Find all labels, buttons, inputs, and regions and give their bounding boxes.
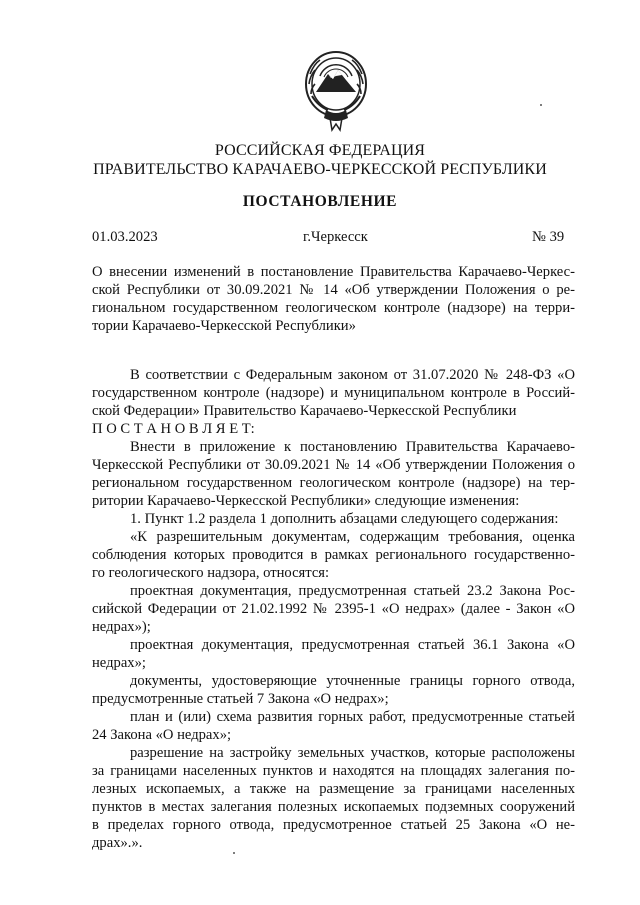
resolves-line: П О С Т А Н О В Л Я Е Т:: [92, 421, 255, 437]
document-date: 01.03.2023: [92, 229, 158, 245]
scan-speck: [233, 852, 235, 854]
paragraph-line: в пределах горного отвода, предусмотренное статьей 25 Закона «О не-: [92, 817, 575, 833]
paragraph-line: проектная документация, предусмотренная статьей 36.1 Закона «О: [130, 637, 575, 653]
subject-line: О внесении изменений в постановление Правительства Карачаево-Черкес-: [92, 264, 575, 280]
paragraph-line: недрах»);: [92, 619, 151, 635]
scan-speck: [540, 104, 542, 106]
subject-line: ской Республики от 30.09.2021 № 14 «Об утверждении Положения о ре-: [92, 282, 575, 298]
header-federation: РОССИЙСКАЯ ФЕДЕРАЦИЯ: [214, 142, 426, 159]
paragraph-line: Черкесской Республики от 30.09.2021 № 14 «Об утверждении Положения о: [92, 457, 575, 473]
document-number: № 39: [532, 229, 565, 245]
preamble-line: В соответствии с Федеральным законом от 31.07.2020 № 248-ФЗ «О: [130, 367, 575, 383]
preamble-line: государственном контроле (надзоре) и муниципальном контроле в Россий-: [92, 385, 575, 401]
paragraph-line: ритории Карачаево-Черкесской Республики» следующие изменения:: [92, 493, 520, 509]
paragraph-line: пунктов в местах залегания полезных ископаемых подземных сооружений: [92, 799, 575, 815]
paragraph-line: разрешение на застройку земельных участков, которые расположены: [130, 745, 575, 761]
paragraph-line: сийской Федерации от 21.02.1992 № 2395-1 «О недрах» (далее - Закон «О: [92, 601, 575, 617]
paragraph-line: недрах»;: [92, 655, 146, 671]
paragraph-line: проектная документация, предусмотренная статьей 23.2 Закона Рос-: [130, 583, 575, 599]
header-government: ПРАВИТЕЛЬСТВО КАРАЧАЕВО-ЧЕРКЕССКОЙ РЕСПУБЛИКИ: [93, 161, 547, 178]
paragraph-line: драх».».: [92, 835, 143, 851]
paragraph-line: Внести в приложение к постановлению Правительства Карачаево-: [130, 439, 575, 455]
subject-line: гиональном государственном геологическом контроле (надзоре) на терри-: [92, 300, 575, 316]
document-type-title: ПОСТАНОВЛЕНИЕ: [242, 193, 398, 210]
subject-line: тории Карачаево-Черкесской Республики»: [92, 318, 356, 334]
paragraph-line: «К разрешительным документам, содержащим требования, оценка: [130, 529, 575, 545]
paragraph-line: соблюдения которых проводится в рамках регионального государственно-: [92, 547, 575, 563]
paragraph-line: лезных ископаемых, а также на размещение за границами населенных: [92, 781, 575, 797]
paragraph-line: план и (или) схема развития горных работ, предусмотренные статьей: [130, 709, 575, 725]
preamble-line: ской Федерации» Правительство Карачаево-Черкесской Республики: [92, 403, 517, 419]
paragraph-line: предусмотренные статьей 7 Закона «О недрах»;: [92, 691, 389, 707]
paragraph-line: 1. Пункт 1.2 раздела 1 дополнить абзацами следующего содержания:: [130, 511, 559, 527]
paragraph-line: 24 Закона «О недрах»;: [92, 727, 232, 743]
paragraph-line: региональном государственном геологическом контроле (надзоре) на тер-: [92, 475, 575, 491]
paragraph-line: документы, удостоверяющие уточненные границы горного отвода,: [130, 673, 575, 689]
paragraph-line: го геологического надзора, относятся:: [92, 565, 330, 581]
paragraph-line: за границами населенных пунктов и находятся на площадях залегания по-: [92, 763, 575, 779]
document-city: г.Черкесск: [303, 229, 368, 245]
coat-of-arms-icon: [302, 46, 370, 132]
